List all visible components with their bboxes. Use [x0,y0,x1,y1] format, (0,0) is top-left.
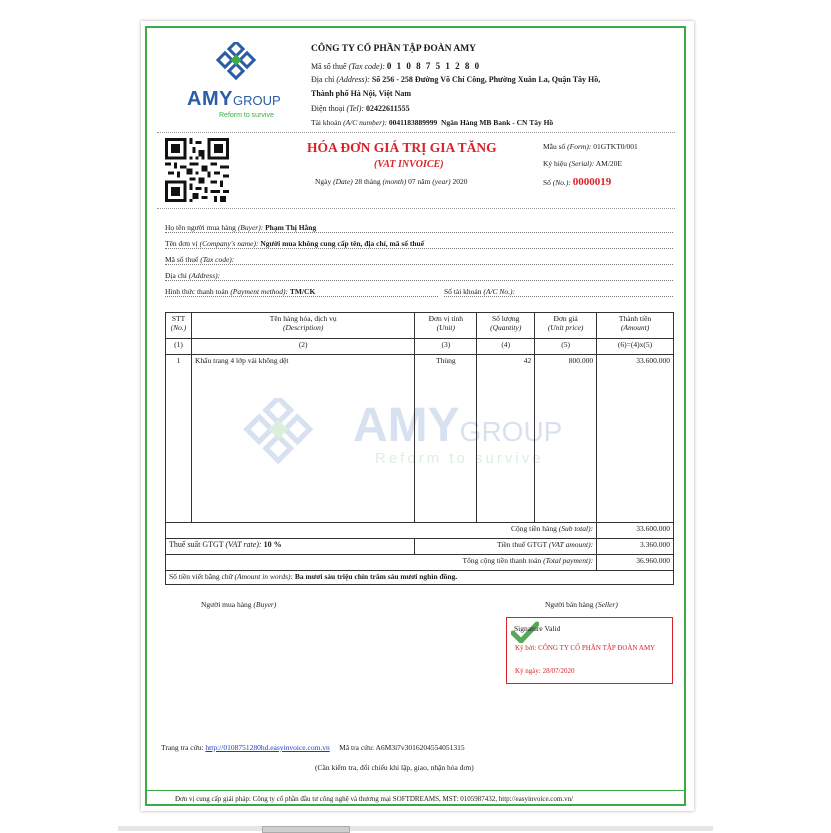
label-en: (A/C number): [343,118,388,127]
subtotal-value: 33.600.000 [597,523,674,539]
provider-note: Đơn vị cung cấp giải pháp: Công ty cổ phần đầu tư công nghệ và thương mại SOFTDREAMS, MST: 0105987432, http://easyinvoice.com.vn/ [175,795,574,803]
buyer-name: Phạm Thị Hằng [265,223,317,232]
label-en: (Buyer) [253,600,277,609]
vat-rate-cell [166,539,415,555]
label-en: (Company's name): [199,239,259,248]
signer: CÔNG TY CỔ PHẦN TẬP ĐOÀN AMY [538,644,656,652]
buyer-company: Người mua không cung cấp tên, địa chỉ, mã số thuế [260,239,425,248]
table-index-row [166,339,674,355]
buyer-tax-row [165,255,673,265]
invoice-subtitle: (VAT INVOICE) [374,159,444,170]
header-vi: Số lượng [492,314,520,323]
label: Hình thức thanh toán [165,287,229,296]
label: Số tài khoản [444,287,482,296]
label: Mã số thuế [311,62,347,71]
label-en: (month) [382,177,407,186]
company-account [311,118,553,127]
col-header [191,313,414,339]
label: Địa chỉ [165,271,187,280]
label: Người bán hàng [545,600,594,609]
lookup-code: A6M3i7v3016204554051315 [375,743,465,752]
subtotal-label [166,523,597,539]
sign-date: 28/07/2020 [542,667,575,675]
vat-rate: 10 [263,540,272,549]
index-cell: (4) [477,339,535,355]
label-en: (No.): [552,178,571,187]
invoice-border [145,26,686,806]
buyer-account-row [444,287,673,297]
label-en: (Date) [333,177,353,186]
watermark-slogan: Reform to survive [375,450,544,467]
signed-date [515,667,575,675]
watermark-brand-bold: AMY [353,399,460,452]
payment-method: TM/CK [289,287,316,296]
label: Cộng tiền hàng [511,524,557,533]
label: Tổng cộng tiền thanh toán [462,556,542,565]
label-en: (Tax code): [348,62,385,71]
label-en: (Address): [336,75,370,84]
lookup-link[interactable]: http://0108751280hd.easyinvoice.com.vn [205,743,330,752]
account: 0041183889999 [388,118,438,127]
words-cell [166,571,674,585]
label: Thuế suất GTGT [169,540,224,549]
address-line: Số 256 - 258 Đường Võ Chí Công, Phường Xuân La, Quận Tây Hồ, [371,75,601,84]
index-cell: (1) [166,339,192,355]
label-en: (Form): [567,142,592,151]
total-value: 36.960.000 [597,555,674,571]
label: tháng [363,177,381,186]
col-header [477,313,535,339]
signed-by [515,643,665,653]
label: Trang tra cứu: [161,743,204,752]
vat-rate-unit: % [273,540,282,549]
label: Tài khoản [311,118,342,127]
buyer-address-row [165,271,673,281]
col-header [535,313,597,339]
header-en: (Description) [282,323,324,332]
vat-amount-label [415,539,597,555]
vat-row [166,539,674,555]
bank: Ngân Hàng MB Bank - CN Tây Hồ [441,118,554,127]
invoice-number [543,176,611,188]
header-en: (Amount) [620,323,650,332]
company-address-2: Thành phố Hà Nội, Việt Nam [311,89,412,98]
header-en: (No.) [170,323,187,332]
invoice-serial [543,159,622,168]
label: Tên đơn vị [165,239,198,248]
label-en: (Amount in words): [234,572,293,581]
title-divider [157,208,675,209]
item-no: 1 [166,355,192,523]
index-cell: (5) [535,339,597,355]
table-row [166,355,674,523]
label: Mẫu số [543,142,566,151]
day: 28 [354,177,363,186]
company-tax [311,61,481,71]
header-en: (Quantity) [490,323,522,332]
total-row [166,555,674,571]
label-en: (Serial): [568,159,595,168]
company-phone [311,104,410,113]
header-en: (Unit price) [547,323,584,332]
phone: 02422611555 [366,104,410,113]
item-price: 800.000 [535,355,597,523]
label-en: (Tax code): [200,255,235,264]
label: Ký hiệu [543,159,567,168]
label: Điện thoại [311,104,345,113]
label-en: (Tel): [346,104,365,113]
label-en: (A/C No.): [483,287,516,296]
col-header [166,313,192,339]
qr-code-icon [165,138,229,202]
footer-divider [147,790,684,791]
label: Ký bởi: [515,644,537,652]
invoice-date [315,177,468,186]
total-label [166,555,597,571]
label: Người mua hàng [201,600,252,609]
seller-sign-label [545,600,618,609]
subtotal-row [166,523,674,539]
diamond-logo-icon [211,42,263,88]
label: Tiền thuế GTGT [496,540,547,549]
header-vi: Đơn giá [553,314,578,323]
col-header [597,313,674,339]
col-header [415,313,477,339]
item-unit: Thùng [415,355,477,523]
label-en: (VAT rate): [225,540,262,549]
tax-code: 0 1 0 8 7 5 1 2 8 0 [386,61,481,71]
label: Số [543,178,551,187]
index-cell: (3) [415,339,477,355]
header-divider [157,132,675,133]
buyer-name-row [165,223,673,233]
signature-valid-text: Signature Valid [514,624,561,633]
invoice-title: HÓA ĐƠN GIÁ TRỊ GIA TĂNG [307,140,497,155]
digital-signature-box [506,617,673,684]
index-cell: (6)=(4)x(5) [597,339,674,355]
invoice-form [543,142,638,151]
table-header-row [166,313,674,339]
header-vi: STT [171,314,186,323]
header-vi: Đơn vị tính [428,314,464,323]
lookup-row [161,743,465,752]
label-en: (Total payment): [543,556,594,565]
year: 2020 [452,177,468,186]
label: Ngày [315,177,332,186]
invoice-page [141,21,694,811]
label-en: (Buyer): [237,223,264,232]
header-vi: Thành tiền [618,314,652,323]
logo-brand-bold: AMY [187,88,233,110]
buyer-company-row [165,239,673,249]
index-cell: (2) [191,339,414,355]
company-address-1 [311,75,600,84]
label-en: (Address): [188,271,221,280]
label-en: (Payment method): [230,287,288,296]
label: Ký ngày: [515,667,541,675]
label-en: (year) [432,177,451,186]
verification-note: (Cần kiểm tra, đối chiếu khi lập, giao, nhận hóa đơn) [315,763,474,772]
month: 07 [408,177,416,186]
company-name: CÔNG TY CỔ PHẦN TẬP ĐOÀN AMY [311,44,477,54]
label-en: (Sub total): [558,524,594,533]
label-en: (VAT amount): [548,540,594,549]
watermark-brand-light: GROUP [459,416,563,447]
page-bottom-strip [118,826,713,831]
logo-brand-light: GROUP [232,93,281,108]
page-scroll-thumb[interactable] [262,826,350,833]
item-desc: Khẩu trang 4 lớp vải không dệt [191,355,414,523]
item-qty: 42 [477,355,535,523]
words-row [166,571,674,585]
serial: AM/20E [595,159,622,168]
amount-in-words: Ba mươi sáu triệu chín trăm sáu mươi nghìn đồng. [294,572,458,581]
invoice-no: 0000019 [572,176,612,188]
amy-logo [187,42,287,122]
label: năm [417,177,431,186]
form: 01GTKT0/001 [593,142,638,151]
label: Mã tra cứu: [339,743,375,752]
item-amount: 33.600.000 [597,355,674,523]
label: Mã số thuế [165,255,199,264]
label-en: (Seller) [595,600,618,609]
label: Họ tên người mua hàng [165,223,236,232]
vat-amount-value: 3.360.000 [597,539,674,555]
label: Số tiền viết bằng chữ [169,572,233,581]
items-table [165,312,674,585]
label: Địa chỉ [311,75,335,84]
logo-slogan: Reform to survive [219,112,274,119]
header-en: (Unit) [436,323,455,332]
buyer-sign-label [201,600,276,609]
buyer-payment-row [165,287,438,297]
header-vi: Tên hàng hóa, dịch vụ [269,314,337,323]
